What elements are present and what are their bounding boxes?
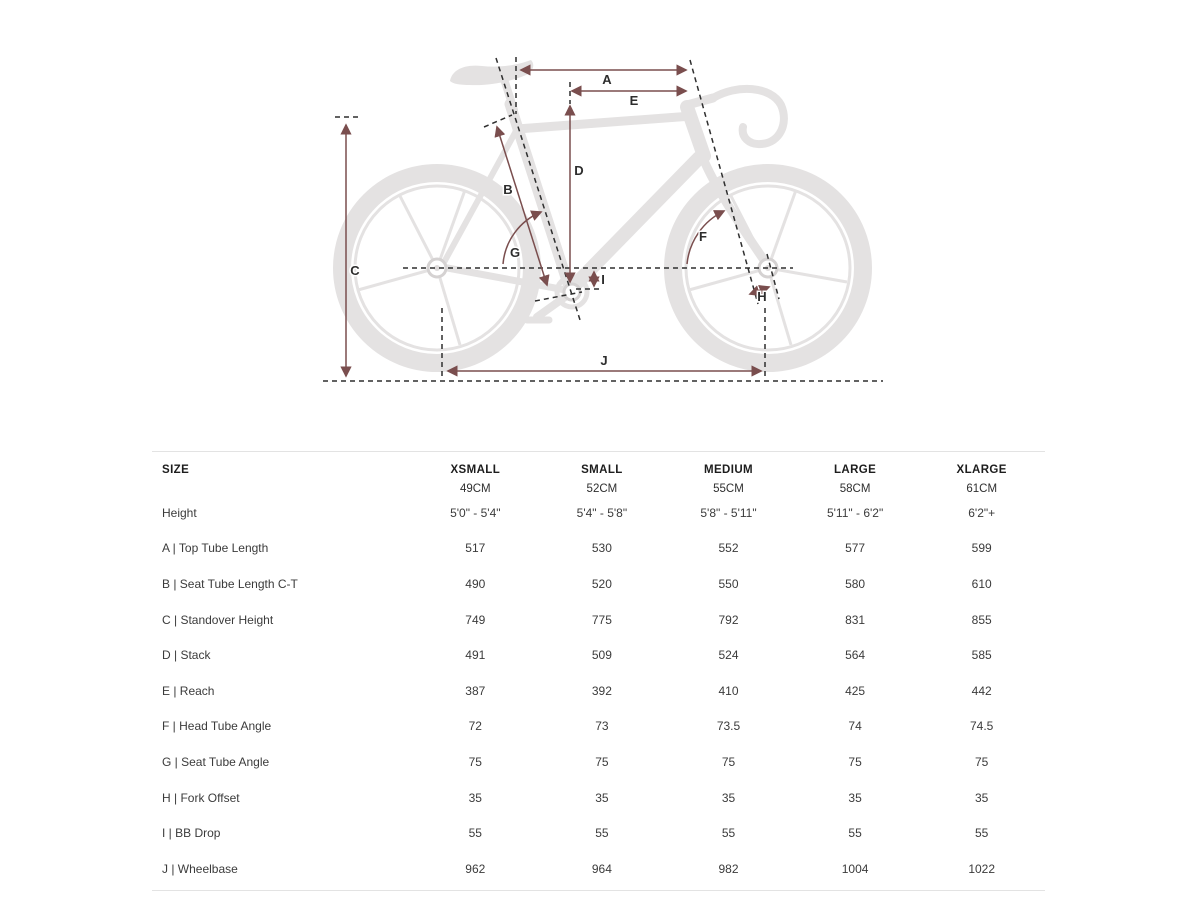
handlebar-icon — [713, 89, 784, 144]
spec-row-label: B | Seat Tube Length C-T — [162, 576, 298, 591]
spec-value: 392 — [591, 683, 612, 698]
spec-value: 490 — [465, 576, 486, 591]
spec-value: 6'2"+ — [968, 505, 996, 520]
spec-row — [152, 709, 1045, 745]
spec-value: 792 — [718, 612, 739, 627]
spec-value: 491 — [465, 648, 486, 663]
spec-value: 5'8" - 5'11" — [700, 505, 757, 520]
label-fork-offset: H — [757, 289, 767, 304]
spec-value: 982 — [718, 861, 739, 876]
column-header-small: SMALL 52CM — [581, 464, 623, 495]
spec-value: 524 — [718, 648, 739, 663]
spec-row-label: I | BB Drop — [162, 826, 221, 841]
spec-row — [152, 531, 1045, 567]
spec-value: 75 — [721, 754, 736, 769]
label-top-tube: A — [602, 72, 612, 87]
seat-tube-top-tick — [484, 115, 512, 127]
spec-table-body — [152, 495, 1045, 887]
size-column-header: SIZE — [162, 464, 190, 476]
spec-row-label: F | Head Tube Angle — [162, 719, 272, 734]
spec-row — [152, 780, 1045, 816]
spec-value: 962 — [465, 861, 486, 876]
spec-row-label: Height — [162, 505, 197, 520]
spec-table-header — [152, 452, 1045, 495]
label-stack: D — [574, 163, 584, 178]
spec-value: 35 — [721, 790, 736, 805]
spec-value: 1022 — [968, 861, 996, 876]
spec-value: 564 — [845, 648, 866, 663]
spec-row — [152, 815, 1045, 851]
spec-value: 550 — [718, 576, 739, 591]
spec-value: 74.5 — [970, 719, 994, 734]
spec-row-label: H | Fork Offset — [162, 790, 240, 805]
spec-value: 55 — [468, 826, 482, 841]
spec-row-label: J | Wheelbase — [162, 861, 238, 876]
spec-value: 75 — [975, 754, 989, 769]
spec-value: 577 — [845, 541, 866, 556]
bottom-bracket-icon — [564, 284, 580, 300]
spec-row-label: E | Reach — [162, 683, 215, 698]
spec-value: 775 — [591, 612, 612, 627]
spec-row-label: G | Seat Tube Angle — [162, 754, 270, 769]
spec-row — [152, 851, 1045, 887]
spec-value: 520 — [591, 576, 612, 591]
column-header-xlarge: XLARGE 61CM — [956, 464, 1007, 495]
column-header-xsmall: XSMALL 49CM — [450, 464, 501, 495]
saddle-icon — [450, 60, 533, 85]
spec-value: 425 — [845, 683, 866, 698]
spec-row — [152, 673, 1045, 709]
spec-value: 74 — [848, 719, 862, 734]
spec-row — [152, 744, 1045, 780]
spec-row-label: A | Top Tube Length — [162, 541, 269, 556]
column-header-large: LARGE 58CM — [833, 464, 877, 495]
spec-value: 509 — [591, 648, 612, 663]
spec-value: 580 — [845, 576, 866, 591]
spec-value: 5'0" - 5'4" — [450, 505, 501, 520]
spec-value: 35 — [975, 790, 989, 805]
spec-value: 72 — [468, 719, 482, 734]
spec-value: 75 — [595, 754, 609, 769]
spec-value: 5'11" - 6'2" — [826, 505, 884, 520]
label-bb-drop: I — [601, 272, 605, 287]
spec-value: 73 — [595, 719, 609, 734]
spec-value: 387 — [465, 683, 486, 698]
spec-value: 964 — [591, 861, 612, 876]
geometry-spec-table — [152, 451, 1045, 891]
label-wheelbase: J — [600, 353, 608, 368]
label-reach: E — [629, 93, 639, 108]
spec-value: 442 — [971, 683, 992, 698]
spec-value: 55 — [595, 826, 609, 841]
spec-value: 5'4" - 5'8" — [576, 505, 628, 520]
label-head-angle: F — [699, 229, 707, 244]
spec-row-label: D | Stack — [162, 648, 211, 663]
spec-value: 585 — [971, 648, 992, 663]
spec-value: 55 — [975, 826, 989, 841]
spec-value: 1004 — [841, 861, 869, 876]
spec-value: 55 — [848, 826, 862, 841]
label-standover: C — [350, 263, 360, 278]
spec-value: 75 — [468, 754, 482, 769]
column-header-medium: MEDIUM 55CM — [703, 464, 754, 495]
spec-value: 855 — [971, 612, 992, 627]
spec-value: 831 — [845, 612, 866, 627]
spec-value: 75 — [848, 754, 862, 769]
spec-value: 530 — [591, 541, 612, 556]
spec-row-label: C | Standover Height — [162, 612, 274, 627]
spec-value: 599 — [971, 541, 992, 556]
spec-value: 35 — [848, 790, 862, 805]
spec-row — [152, 602, 1045, 638]
reference-lines — [323, 57, 883, 381]
spec-value: 35 — [595, 790, 609, 805]
spec-row — [152, 566, 1045, 602]
spec-value: 517 — [465, 541, 486, 556]
label-seat-angle: G — [509, 245, 521, 260]
spec-value: 552 — [718, 541, 739, 556]
spec-row — [152, 495, 1045, 531]
spec-value: 55 — [721, 826, 736, 841]
spec-row — [152, 637, 1045, 673]
spec-value: 610 — [971, 576, 992, 591]
spec-value: 749 — [465, 612, 486, 627]
spec-value: 410 — [718, 683, 739, 698]
spec-value: 35 — [468, 790, 482, 805]
spec-value: 73.5 — [716, 719, 741, 734]
label-seat-tube: B — [503, 182, 513, 197]
bike-silhouette — [342, 60, 863, 363]
